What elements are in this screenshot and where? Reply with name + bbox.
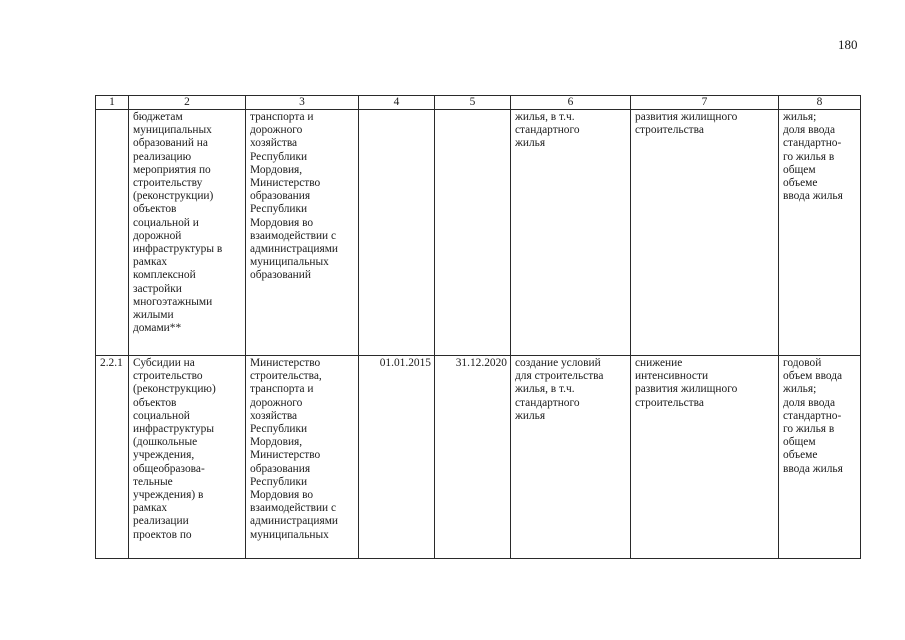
row-number: 2.2.1 (96, 356, 129, 559)
column-header: 8 (779, 96, 861, 110)
header-row (96, 96, 861, 110)
consequence-cell: снижение интенсивности развития жилищного строительства (631, 356, 779, 559)
page-number: 180 (838, 37, 858, 52)
row-number (96, 110, 129, 356)
table-row (96, 356, 861, 559)
column-header: 1 (96, 96, 129, 110)
start-date-cell: 01.01.2015 (359, 356, 435, 559)
indicator-cell: годовой объем ввода жилья; доля ввода стандартно- го жилья в общем объеме ввода жилья (779, 356, 861, 559)
column-header: 7 (631, 96, 779, 110)
executor-cell: транспорта и дорожного хозяйства Республики Мордовия, Министерство образования Республики Мордовия во взаимодействии с администрациями муниципальных образований (246, 110, 359, 356)
column-header: 5 (435, 96, 511, 110)
result-cell: жилья, в т.ч. стандартного жилья (511, 110, 631, 356)
column-header: 6 (511, 96, 631, 110)
indicator-cell: жилья; доля ввода стандартно- го жилья в общем объеме ввода жилья (779, 110, 861, 356)
end-date-cell (435, 110, 511, 356)
column-header: 4 (359, 96, 435, 110)
column-header: 3 (246, 96, 359, 110)
activity-cell: Субсидии на строительство (реконструкцию) объектов социальной инфраструктуры (дошкольные учреждения, общеобразова- тельные учреждения) в рамках реализации проектов по (129, 356, 246, 559)
start-date-cell (359, 110, 435, 356)
column-header: 2 (129, 96, 246, 110)
activity-cell: бюджетам муниципальных образований на реализацию мероприятия по строительству (реконструкции) объектов социальной и дорожной инфраструктуры в рамках комплексной застройки многоэтажными жилыми домами** (129, 110, 246, 356)
table-row (96, 110, 861, 356)
executor-cell: Министерство строительства, транспорта и дорожного хозяйства Республики Мордовия, Министерство образования Республики Мордовия во взаимодействии с администрациями муниципальных (246, 356, 359, 559)
consequence-cell: развития жилищного строительства (631, 110, 779, 356)
program-table (95, 95, 861, 559)
result-cell: создание условий для строительства жилья, в т.ч. стандартного жилья (511, 356, 631, 559)
end-date-cell: 31.12.2020 (435, 356, 511, 559)
